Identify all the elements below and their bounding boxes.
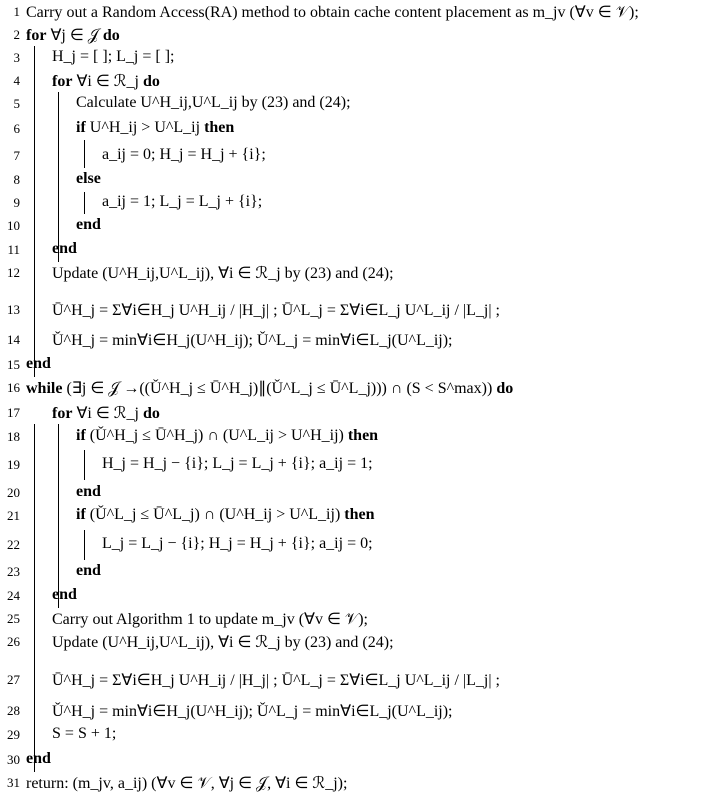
block-rule <box>84 530 85 560</box>
line-number: 4 <box>13 73 20 88</box>
algorithm-line <box>0 215 706 237</box>
algorithm-line <box>0 299 706 321</box>
line-number: 14 <box>7 332 20 347</box>
block-rule <box>84 192 85 214</box>
block-rule <box>58 424 59 608</box>
algorithm-line <box>0 354 706 376</box>
line-number: 19 <box>7 457 20 472</box>
line-number: 1 <box>13 4 20 19</box>
algorithm-line <box>0 585 706 607</box>
line-number: 6 <box>13 121 20 136</box>
line-text: end <box>52 586 77 603</box>
line-text: for ∀i ∈ ℛ_j do <box>52 73 160 90</box>
algorithm-line <box>0 24 706 46</box>
line-text: a_ij = 0; H_j = H_j + {i}; <box>102 146 266 163</box>
line-number: 2 <box>13 27 20 42</box>
line-text: for ∀j ∈ 𝒥 do <box>26 27 120 44</box>
line-text: Carry out Algorithm 1 to update m_jv (∀v ∈ 𝒱); <box>52 611 369 628</box>
line-text: H_j = [ ]; L_j = [ ]; <box>52 48 175 65</box>
algorithm-line <box>0 505 706 527</box>
line-text: Ū^H_j = Σ∀i∈H_j U^H_ij / |H_j| ; Ū^L_j = Σ∀i∈L_j U^L_ij / |L_j| ; <box>52 302 500 319</box>
algorithm-line <box>0 239 706 261</box>
algorithm-line <box>0 93 706 115</box>
line-text: S = S + 1; <box>52 725 117 742</box>
algorithm-line <box>0 772 706 794</box>
line-number: 15 <box>7 357 20 372</box>
line-text: if U^H_ij > U^L_ij then <box>76 119 235 136</box>
line-text: L_j = L_j − {i}; H_j = H_j + {i}; a_ij = 0; <box>102 535 373 552</box>
line-text: Ǔ^H_j = min∀i∈H_j(U^H_ij); Ǔ^L_j = min∀i∈L_j(U^L_ij); <box>52 703 453 720</box>
algorithm-line <box>0 377 706 399</box>
line-text: Calculate U^H_ij,U^L_ij by (23) and (24); <box>76 94 351 111</box>
algorithm-line <box>0 1 706 23</box>
line-number: 16 <box>7 380 20 395</box>
line-number: 25 <box>7 611 20 626</box>
line-text: end <box>76 483 101 500</box>
block-rule <box>34 46 35 377</box>
line-number: 30 <box>7 752 20 767</box>
algorithm-line <box>0 70 706 92</box>
algorithm-line <box>0 749 706 771</box>
block-rule <box>84 450 85 480</box>
line-text: return: (m_jv, a_ij) (∀v ∈ 𝒱, ∀j ∈ 𝒥, ∀i ∈ ℛ_j); <box>26 775 348 792</box>
line-text: else <box>76 170 101 187</box>
line-number: 26 <box>7 634 20 649</box>
line-number: 5 <box>13 96 20 111</box>
line-number: 28 <box>7 703 20 718</box>
line-text: end <box>26 355 51 372</box>
algorithm-line <box>0 169 706 191</box>
algorithm-line <box>0 454 706 476</box>
line-text: Update (U^H_ij,U^L_ij), ∀i ∈ ℛ_j by (23) and (24); <box>52 265 394 282</box>
line-number: 11 <box>7 242 20 257</box>
line-number: 18 <box>7 429 20 444</box>
line-number: 23 <box>7 564 20 579</box>
line-number: 9 <box>13 195 20 210</box>
algorithm-line <box>0 118 706 140</box>
line-text: end <box>52 240 77 257</box>
algorithm-line <box>0 631 706 653</box>
algorithm-line <box>0 669 706 691</box>
algorithm-line <box>0 700 706 722</box>
line-number: 10 <box>7 218 20 233</box>
line-text: Ǔ^H_j = min∀i∈H_j(U^H_ij); Ǔ^L_j = min∀i∈L_j(U^L_ij); <box>52 332 453 349</box>
line-number: 27 <box>7 672 20 687</box>
algorithm-line <box>0 145 706 167</box>
line-text: end <box>76 562 101 579</box>
block-rule <box>84 140 85 168</box>
line-number: 17 <box>7 405 20 420</box>
algorithm-line <box>0 329 706 351</box>
algorithm-line <box>0 482 706 504</box>
line-number: 31 <box>7 775 20 790</box>
line-text: if (Ǔ^L_j ≤ Ū^L_j) ∩ (U^H_ij > U^L_ij) then <box>76 506 375 523</box>
algorithm-line <box>0 402 706 424</box>
line-number: 13 <box>7 302 20 317</box>
line-number: 12 <box>7 265 20 280</box>
line-text: end <box>26 750 51 767</box>
algorithm-line <box>0 192 706 214</box>
line-text: Ū^H_j = Σ∀i∈H_j U^H_ij / |H_j| ; Ū^L_j = Σ∀i∈L_j U^L_ij / |L_j| ; <box>52 672 500 689</box>
algorithm-line <box>0 262 706 284</box>
algorithm-line <box>0 534 706 556</box>
algorithm-line <box>0 47 706 69</box>
line-text: end <box>76 216 101 233</box>
line-number: 21 <box>7 508 20 523</box>
algorithm-line <box>0 608 706 630</box>
line-text: while (∃j ∈ 𝒥 →((Ǔ^H_j ≤ Ū^H_j)∥(Ǔ^L_j ≤ Ū^L_j))) ∩ (S < S^max)) do <box>26 380 514 397</box>
line-number: 24 <box>7 588 20 603</box>
algorithm-line <box>0 426 706 448</box>
line-text: Carry out a Random Access(RA) method to obtain cache content placement as m_jv (∀v ∈ 𝒱); <box>26 4 639 21</box>
line-number: 7 <box>13 148 20 163</box>
line-number: 22 <box>7 537 20 552</box>
line-text: for ∀i ∈ ℛ_j do <box>52 405 160 422</box>
line-text: if (Ǔ^H_j ≤ Ū^H_j) ∩ (U^L_ij > U^H_ij) then <box>76 427 379 444</box>
line-number: 29 <box>7 727 20 742</box>
algorithm-line <box>0 724 706 746</box>
line-text: a_ij = 1; L_j = L_j + {i}; <box>102 193 263 210</box>
line-number: 20 <box>7 485 20 500</box>
line-number: 8 <box>13 172 20 187</box>
line-text: Update (U^H_ij,U^L_ij), ∀i ∈ ℛ_j by (23) and (24); <box>52 634 394 651</box>
line-text: H_j = H_j − {i}; L_j = L_j + {i}; a_ij = 1; <box>102 455 373 472</box>
block-rule <box>34 424 35 772</box>
block-rule <box>58 92 59 262</box>
line-number: 3 <box>13 50 20 65</box>
algorithm-line <box>0 561 706 583</box>
